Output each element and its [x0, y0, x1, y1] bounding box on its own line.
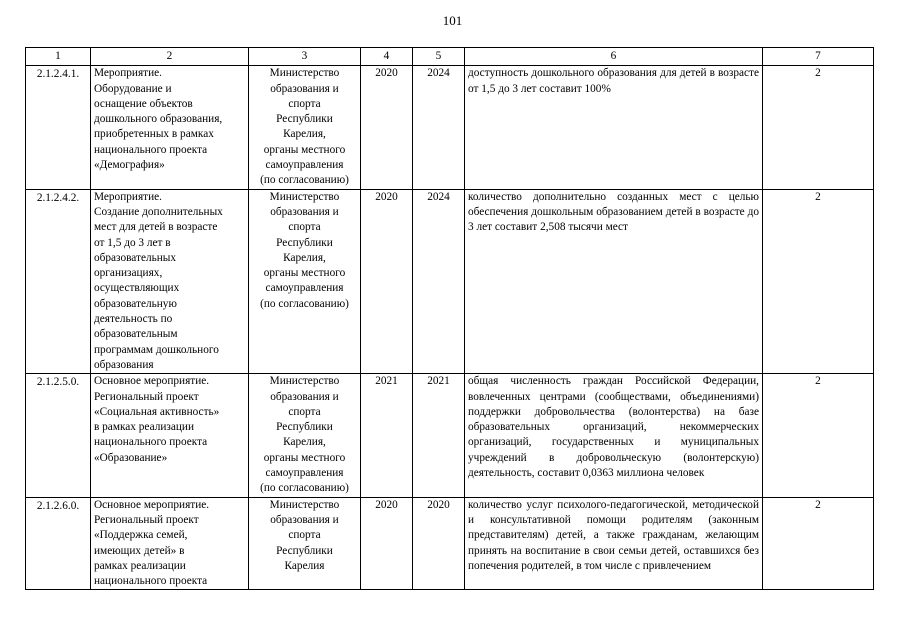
activity-code: 2.1.2.4.2.	[26, 189, 91, 374]
activity-code: 2.1.2.6.0.	[26, 497, 91, 590]
header-cell: 4	[361, 48, 413, 66]
activity-code: 2.1.2.4.1.	[26, 66, 91, 189]
start-year: 2020	[361, 497, 413, 590]
column-number-header-row	[26, 48, 874, 66]
activity-name: Мероприятие. Оборудование и оснащение объектов дошкольного образования, приобретенных в рамках национального проекта «Демография»	[91, 66, 249, 189]
start-year: 2020	[361, 189, 413, 374]
column-7-value: 2	[763, 497, 874, 590]
end-year: 2024	[413, 66, 465, 189]
activity-name: Мероприятие. Создание дополнительных мест для детей в возрасте от 1,5 до 3 лет в образовательных организациях, осуществляющих образовательную деятельность по образовательным программам дошкольного образования	[91, 189, 249, 374]
activity-code: 2.1.2.5.0.	[26, 374, 91, 497]
header-cell: 5	[413, 48, 465, 66]
header-cell: 6	[465, 48, 763, 66]
table-row	[26, 189, 874, 374]
page-number: 101	[442, 13, 463, 28]
program-activities-table	[25, 47, 874, 590]
executor: Министерство образования и спорта Республики Карелия, органы местного самоуправления (по согласованию)	[249, 66, 361, 189]
column-7-value: 2	[763, 374, 874, 497]
expected-result: общая численность граждан Российской Федерации, вовлеченных центрами (сообществами, объединениями) поддержки добровольчества (волонтерства) на базе образовательных организаций, некоммерческих организаций, государственных и муниципальных учреждений в добровольческую (волонтерскую) деятельность, составит 0,0363 миллиона человек	[465, 374, 763, 497]
table-row	[26, 66, 874, 189]
start-year: 2021	[361, 374, 413, 497]
activity-name: Основное мероприятие. Региональный проект «Поддержка семей, имеющих детей» в рамках реализации национального проекта	[91, 497, 249, 590]
executor: Министерство образования и спорта Республики Карелия, органы местного самоуправления (по согласованию)	[249, 189, 361, 374]
expected-result: доступность дошкольного образования для детей в возрасте от 1,5 до 3 лет составит 100%	[465, 66, 763, 189]
header-cell: 7	[763, 48, 874, 66]
header-cell: 2	[91, 48, 249, 66]
start-year: 2020	[361, 66, 413, 189]
activity-name: Основное мероприятие. Региональный проект «Социальная активность» в рамках реализации национального проекта «Образование»	[91, 374, 249, 497]
executor: Министерство образования и спорта Республики Карелия	[249, 497, 361, 590]
expected-result: количество дополнительно созданных мест с целью обеспечения дошкольным образованием детей в возрасте до 3 лет составит 2,508 тысячи мест	[465, 189, 763, 374]
table-row	[26, 374, 874, 497]
table-row	[26, 497, 874, 590]
header-cell: 3	[249, 48, 361, 66]
end-year: 2021	[413, 374, 465, 497]
column-7-value: 2	[763, 66, 874, 189]
executor: Министерство образования и спорта Республики Карелия, органы местного самоуправления (по согласованию)	[249, 374, 361, 497]
end-year: 2020	[413, 497, 465, 590]
end-year: 2024	[413, 189, 465, 374]
header-cell: 1	[26, 48, 91, 66]
expected-result: количество услуг психолого-педагогической, методической и консультативной помощи родителям (законным представителям) детей, а также гражданам, желающим принять на воспитание в свои семьи детей, оставшихся без попечения родителей, в том числе с привлечением	[465, 497, 763, 590]
column-7-value: 2	[763, 189, 874, 374]
